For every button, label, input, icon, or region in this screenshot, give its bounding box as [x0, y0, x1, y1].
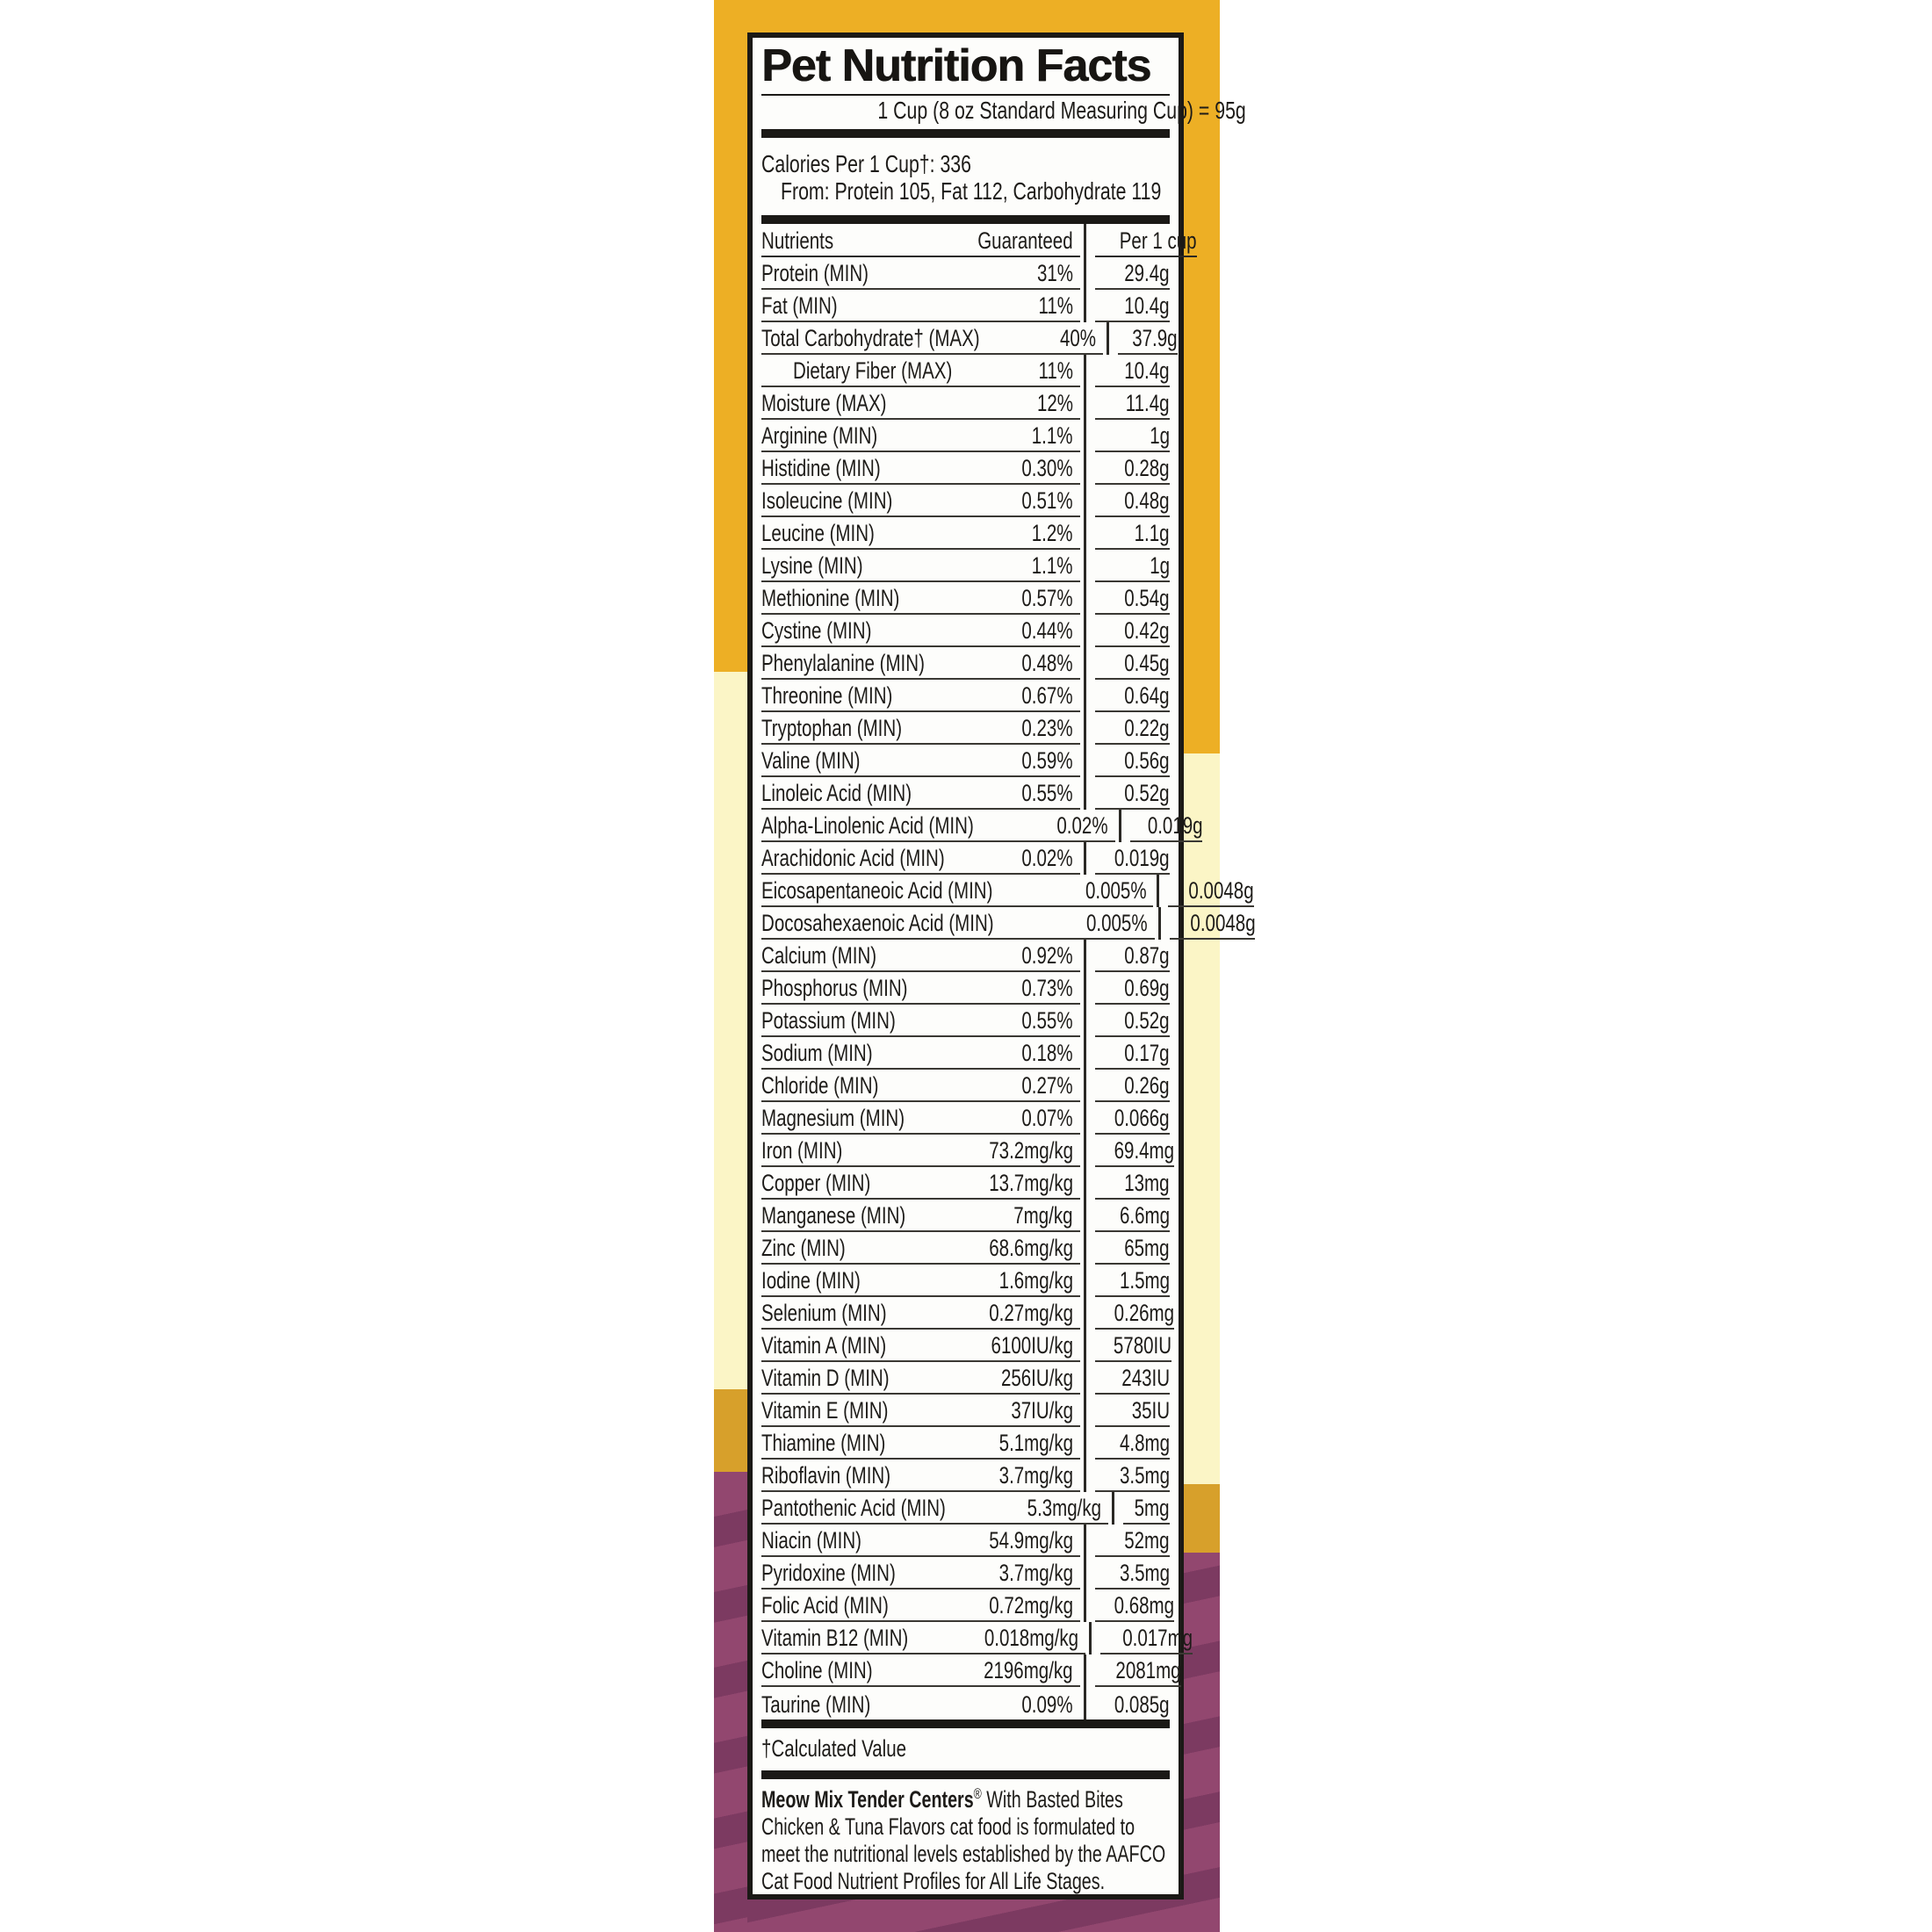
guaranteed-value: 73.2mg/kg [989, 1137, 1073, 1164]
guaranteed-value: 0.02% [1021, 845, 1073, 871]
table-row [761, 322, 1178, 355]
nutrient-name: Tryptophan (MIN) [761, 715, 903, 741]
guaranteed-value: 1.1% [1032, 422, 1073, 449]
guaranteed-value: 1.6mg/kg [998, 1267, 1073, 1294]
table-row [761, 1460, 1170, 1492]
table-row [761, 907, 1256, 940]
per-cup-value: 3.5mg [1119, 1560, 1170, 1586]
per-cup-value: 0.28g [1124, 455, 1170, 481]
table-row [761, 582, 1170, 615]
nutrient-name: Magnesium (MIN) [761, 1105, 905, 1131]
per-cup-value: 52mg [1124, 1527, 1170, 1554]
table-row [761, 1622, 1193, 1654]
nutrient-name: Dietary Fiber (MAX) [793, 357, 953, 384]
guaranteed-value: 5.3mg/kg [1027, 1495, 1102, 1521]
guaranteed-value: 0.27mg/kg [989, 1300, 1073, 1326]
per-cup-value: 6.6mg [1119, 1202, 1170, 1229]
nutrient-name: Docosahexaenoic Acid (MIN) [761, 910, 994, 936]
nutrient-name: Thiamine (MIN) [761, 1430, 886, 1456]
table-row [761, 875, 1254, 907]
nutrient-name: Chloride (MIN) [761, 1072, 879, 1099]
table-row [761, 452, 1170, 485]
table-row [761, 1362, 1170, 1395]
guaranteed-value: 0.005% [1086, 910, 1148, 936]
per-cup-value: 0.69g [1124, 975, 1170, 1001]
per-cup-value: 5780IU [1113, 1332, 1172, 1359]
thick-divider-bar [761, 215, 1170, 224]
package-left-edge [714, 0, 747, 1932]
per-cup-value: 65mg [1124, 1235, 1170, 1261]
guaranteed-value: 0.92% [1021, 942, 1073, 969]
guaranteed-value: 5.1mg/kg [998, 1430, 1073, 1456]
nutrient-name: Protein (MIN) [761, 260, 869, 286]
per-cup-value: 0.48g [1124, 487, 1170, 514]
thick-divider-bar [761, 1719, 1170, 1728]
per-cup-value: 0.085g [1114, 1691, 1170, 1718]
aafco-statement [761, 1786, 1171, 1895]
column-header-nutrients: Nutrients [761, 227, 834, 254]
registered-mark: ® [973, 1785, 982, 1802]
nutrient-name: Linoleic Acid (MIN) [761, 780, 912, 806]
guaranteed-value: 0.27% [1021, 1072, 1073, 1099]
table-row [761, 1590, 1175, 1622]
nutrient-name: Vitamin A (MIN) [761, 1332, 887, 1359]
serving-size-line: 1 Cup (8 oz Standard Measuring Cup) = 95g [877, 97, 1246, 124]
table-row [761, 1492, 1170, 1525]
per-cup-value: 1.5mg [1119, 1267, 1170, 1294]
guaranteed-value: 0.18% [1021, 1040, 1073, 1066]
per-cup-value: 5mg [1135, 1495, 1170, 1521]
guaranteed-value: 1.2% [1032, 520, 1073, 546]
table-row [761, 1135, 1175, 1167]
per-cup-value: 35IU [1131, 1397, 1170, 1424]
guaranteed-value: 0.57% [1021, 585, 1073, 611]
nutrient-name: Selenium (MIN) [761, 1300, 887, 1326]
aafco-statement-text: With Basted Bites Chicken & Tuna Flavors cat food is formulated to meet the nutritional levels established by the AAFCO Cat Food Nutrient Profiles for All Life Stages. [761, 1786, 1166, 1894]
table-row [761, 940, 1170, 972]
nutrient-name: Vitamin B12 (MIN) [761, 1625, 909, 1651]
table-row [761, 810, 1203, 842]
table-row [761, 550, 1170, 582]
per-cup-value: 0.54g [1124, 585, 1170, 611]
table-row [761, 647, 1170, 680]
panel-title: Pet Nutrition Facts [761, 40, 1151, 91]
per-cup-value: 243IU [1121, 1365, 1170, 1391]
table-row [761, 1557, 1170, 1590]
nutrient-name: Vitamin D (MIN) [761, 1365, 890, 1391]
nutrient-table-body [761, 257, 1256, 1719]
guaranteed-value: 3.7mg/kg [998, 1560, 1073, 1586]
guaranteed-value: 13.7mg/kg [989, 1170, 1073, 1196]
nutrient-name: Potassium (MIN) [761, 1007, 896, 1034]
per-cup-value: 37.9g [1132, 325, 1178, 351]
table-row [761, 1265, 1170, 1297]
guaranteed-value: 2196mg/kg [984, 1657, 1073, 1683]
nutrient-name: Riboflavin (MIN) [761, 1462, 891, 1489]
per-cup-value: 0.26g [1124, 1072, 1170, 1099]
table-row [761, 517, 1170, 550]
guaranteed-value: 40% [1060, 325, 1097, 351]
table-row [761, 1102, 1170, 1135]
guaranteed-value: 256IU/kg [1000, 1365, 1073, 1391]
nutrition-facts-panel [747, 32, 1256, 1900]
column-header-per-cup: Per 1 cup [1119, 227, 1197, 254]
table-row [761, 1395, 1170, 1427]
nutrient-name: Arachidonic Acid (MIN) [761, 845, 945, 871]
table-row [761, 1167, 1170, 1200]
table-row [761, 1330, 1170, 1362]
table-row [761, 1232, 1170, 1265]
nutrient-name: Manganese (MIN) [761, 1202, 906, 1229]
table-row [761, 1037, 1170, 1070]
per-cup-value: 0.68mg [1114, 1592, 1175, 1618]
table-row [761, 777, 1170, 810]
nutrient-name: Cystine (MIN) [761, 617, 872, 644]
table-row [761, 355, 1170, 387]
calories-from-line: From: Protein 105, Fat 112, Carbohydrate 119 [781, 177, 1162, 205]
guaranteed-value: 0.23% [1021, 715, 1073, 741]
table-row [761, 290, 1170, 322]
thick-divider-bar [761, 1770, 1170, 1779]
per-cup-value: 0.0048g [1188, 877, 1254, 904]
per-cup-value: 0.56g [1124, 747, 1170, 774]
per-cup-value: 0.52g [1124, 780, 1170, 806]
table-row [761, 257, 1170, 290]
nutrient-name: Iodine (MIN) [761, 1267, 861, 1294]
calculated-value-footnote: †Calculated Value [761, 1735, 907, 1762]
per-cup-value: 0.17g [1124, 1040, 1170, 1066]
nutrient-name: Lysine (MIN) [761, 552, 863, 579]
nutrient-name: Fat (MIN) [761, 292, 838, 319]
table-row [761, 1200, 1170, 1232]
table-row [761, 1427, 1170, 1460]
table-row [761, 972, 1170, 1005]
table-row [761, 1687, 1170, 1719]
table-row [761, 1005, 1170, 1037]
calories-block [761, 150, 1170, 205]
nutrient-name: Histidine (MIN) [761, 455, 881, 481]
nutrient-name: Eicosapentaneoic Acid (MIN) [761, 877, 993, 904]
table-row [761, 680, 1170, 712]
table-row [761, 1297, 1175, 1330]
guaranteed-value: 54.9mg/kg [989, 1527, 1073, 1554]
nutrient-name: Total Carbohydrate† (MAX) [761, 325, 980, 351]
guaranteed-value: 0.005% [1085, 877, 1147, 904]
per-cup-value: 13mg [1124, 1170, 1170, 1196]
per-cup-value: 0.26mg [1114, 1300, 1175, 1326]
per-cup-value: 0.0048g [1190, 910, 1256, 936]
guaranteed-value: 0.59% [1021, 747, 1073, 774]
nutrient-name: Copper (MIN) [761, 1170, 871, 1196]
table-row [761, 745, 1170, 777]
guaranteed-value: 0.72mg/kg [989, 1592, 1073, 1618]
nutrient-name: Vitamin E (MIN) [761, 1397, 889, 1424]
nutrient-name: Calcium (MIN) [761, 942, 877, 969]
guaranteed-value: 7mg/kg [1013, 1202, 1073, 1229]
guaranteed-value: 0.48% [1021, 650, 1073, 676]
guaranteed-value: 6100IU/kg [991, 1332, 1073, 1359]
guaranteed-value: 0.30% [1021, 455, 1073, 481]
guaranteed-value: 0.02% [1056, 812, 1108, 839]
table-row [761, 1525, 1170, 1557]
nutrient-name: Pantothenic Acid (MIN) [761, 1495, 946, 1521]
table-row [761, 712, 1170, 745]
table-row [761, 485, 1170, 517]
per-cup-value: 0.52g [1124, 1007, 1170, 1034]
per-cup-value: 1g [1150, 552, 1170, 579]
guaranteed-value: 0.44% [1021, 617, 1073, 644]
per-cup-value: 0.45g [1124, 650, 1170, 676]
guaranteed-value: 0.55% [1021, 1007, 1073, 1034]
guaranteed-value: 11% [1038, 357, 1073, 384]
per-cup-value: 0.42g [1124, 617, 1170, 644]
guaranteed-value: 0.67% [1021, 682, 1073, 709]
purple-stripe-pattern [714, 1472, 747, 1932]
guaranteed-value: 37IU/kg [1011, 1397, 1073, 1424]
nutrient-name: Moisture (MAX) [761, 390, 887, 416]
thick-divider-bar [761, 129, 1170, 138]
per-cup-value: 0.066g [1114, 1105, 1170, 1131]
table-row [761, 842, 1170, 875]
guaranteed-value: 3.7mg/kg [998, 1462, 1073, 1489]
guaranteed-value: 68.6mg/kg [989, 1235, 1073, 1261]
per-cup-value: 2081mg [1115, 1657, 1181, 1683]
nutrient-name: Pyridoxine (MIN) [761, 1560, 896, 1586]
per-cup-value: 0.64g [1124, 682, 1170, 709]
per-cup-value: 0.019g [1114, 845, 1170, 871]
nutrient-name: Choline (MIN) [761, 1657, 873, 1683]
nutrient-name: Alpha-Linolenic Acid (MIN) [761, 812, 974, 839]
column-header-guaranteed: Guaranteed [977, 227, 1073, 254]
guaranteed-value: 0.51% [1021, 487, 1073, 514]
per-cup-value: 11.4g [1126, 390, 1170, 416]
nutrient-name: Valine (MIN) [761, 747, 861, 774]
guaranteed-value: 0.55% [1021, 780, 1073, 806]
per-cup-value: 0.017mg [1122, 1625, 1193, 1651]
nutrient-name: Isoleucine (MIN) [761, 487, 893, 514]
nutrient-name: Zinc (MIN) [761, 1235, 846, 1261]
nutrient-name: Niacin (MIN) [761, 1527, 862, 1554]
nutrient-name: Arginine (MIN) [761, 422, 878, 449]
per-cup-value: 0.87g [1124, 942, 1170, 969]
nutrient-name: Leucine (MIN) [761, 520, 875, 546]
nutrient-name: Threonine (MIN) [761, 682, 893, 709]
guaranteed-value: 0.09% [1021, 1691, 1073, 1718]
per-cup-value: 0.019g [1147, 812, 1203, 839]
table-row [761, 615, 1170, 647]
nutrient-name: Phenylalanine (MIN) [761, 650, 925, 676]
per-cup-value: 10.4g [1124, 357, 1170, 384]
guaranteed-value: 1.1% [1032, 552, 1073, 579]
guaranteed-value: 0.018mg/kg [984, 1625, 1079, 1651]
per-cup-value: 3.5mg [1119, 1462, 1170, 1489]
nutrient-name: Methionine (MIN) [761, 585, 900, 611]
per-cup-value: 10.4g [1124, 292, 1170, 319]
per-cup-value: 1.1g [1135, 520, 1170, 546]
per-cup-value: 1g [1150, 422, 1170, 449]
guaranteed-value: 31% [1036, 260, 1073, 286]
per-cup-value: 4.8mg [1119, 1430, 1170, 1456]
table-header-row [761, 224, 1197, 257]
per-cup-value: 69.4mg [1114, 1137, 1175, 1164]
table-row [761, 420, 1170, 452]
nutrient-name: Taurine (MIN) [761, 1691, 871, 1718]
table-row [761, 387, 1170, 420]
guaranteed-value: 0.07% [1021, 1105, 1073, 1131]
nutrient-name: Phosphorus (MIN) [761, 975, 908, 1001]
brand-name: Meow Mix Tender Centers [761, 1786, 974, 1813]
nutrient-name: Folic Acid (MIN) [761, 1592, 889, 1618]
nutrient-name: Sodium (MIN) [761, 1040, 873, 1066]
guaranteed-value: 0.73% [1021, 975, 1073, 1001]
guaranteed-value: 11% [1038, 292, 1073, 319]
per-cup-value: 0.22g [1124, 715, 1170, 741]
calories-line: Calories Per 1 Cup†: 336 [761, 150, 971, 177]
table-row [761, 1654, 1181, 1687]
per-cup-value: 29.4g [1124, 260, 1170, 286]
guaranteed-value: 12% [1036, 390, 1073, 416]
table-row [761, 1070, 1170, 1102]
nutrient-name: Iron (MIN) [761, 1137, 843, 1164]
